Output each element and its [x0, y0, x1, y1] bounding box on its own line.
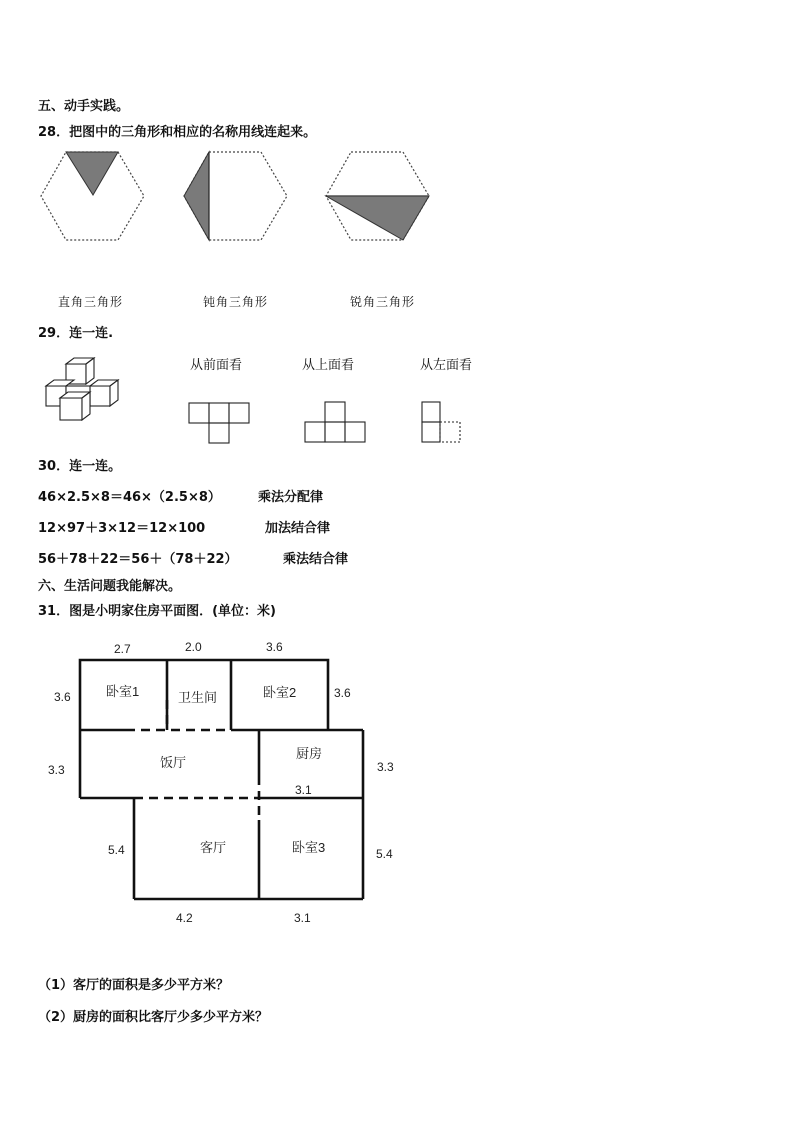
dim-top-c: 3.6 [266, 640, 283, 654]
cube-stack-figure [44, 356, 140, 426]
room-bedroom2: 卧室2 [263, 685, 297, 700]
dim-right-1: 3.6 [334, 686, 351, 700]
room-living: 客厅 [200, 840, 227, 855]
question-31-text: 31．图是小明家住房平面图．(单位：米) [38, 604, 276, 619]
question-28-text: 28．把图中的三角形和相应的名称用线连起来。 [38, 125, 317, 140]
dim-kitchen-bottom: 3.1 [295, 783, 312, 797]
view-top-label: 从上面看 [302, 358, 355, 373]
dim-bottom-a: 4.2 [176, 911, 193, 925]
section-5-title: 五、动手实践。 [38, 99, 130, 114]
dim-right-2: 3.3 [377, 760, 394, 774]
question-31-sub-1: （1）客厅的面积是多少平方米？ [38, 978, 230, 993]
section-6-title: 六、生活问题我能解决。 [38, 579, 182, 594]
dim-left-3: 5.4 [108, 843, 125, 857]
name-right-triangle: 直角三角形 [58, 295, 124, 309]
room-bathroom: 卫生间 [178, 690, 218, 705]
room-kitchen: 厨房 [296, 746, 323, 761]
name-obtuse-triangle: 钝角三角形 [203, 295, 269, 309]
law-2: 加法结合律 [265, 521, 331, 536]
question-31-sub-2: （2）厨房的面积比客厅少多少平方米？ [38, 1010, 269, 1025]
name-acute-triangle: 锐角三角形 [350, 295, 416, 309]
dim-right-3: 5.4 [376, 847, 393, 861]
hexagon-figure-2 [183, 148, 293, 244]
dim-left-1: 3.6 [54, 690, 71, 704]
dim-left-2: 3.3 [48, 763, 65, 777]
law-3: 乘法结合律 [283, 552, 349, 567]
room-dining: 饭厅 [160, 755, 187, 770]
hexagon-figure-3 [325, 148, 435, 244]
left-view-shape [421, 401, 465, 445]
front-view-shape [188, 402, 252, 444]
question-29-text: 29．连一连. [38, 326, 114, 341]
question-30-text: 30．连一连。 [38, 459, 122, 474]
hexagon-figure-1 [40, 148, 150, 244]
room-bedroom1: 卧室1 [106, 684, 140, 699]
view-left-label: 从左面看 [420, 358, 473, 373]
room-bedroom3: 卧室3 [292, 840, 326, 855]
dim-bottom-b: 3.1 [294, 911, 311, 925]
view-front-label: 从前面看 [190, 358, 243, 373]
expression-2: 12×97＋3×12＝12×100 [38, 521, 206, 536]
law-1: 乘法分配律 [258, 490, 324, 505]
dim-top-b: 2.0 [185, 640, 202, 654]
dim-top-a: 2.7 [114, 642, 131, 656]
expression-3: 56＋78＋22＝56＋（78＋22） [38, 552, 238, 567]
expression-1: 46×2.5×8＝46×（2.5×8） [38, 490, 221, 505]
top-view-shape [304, 401, 368, 445]
